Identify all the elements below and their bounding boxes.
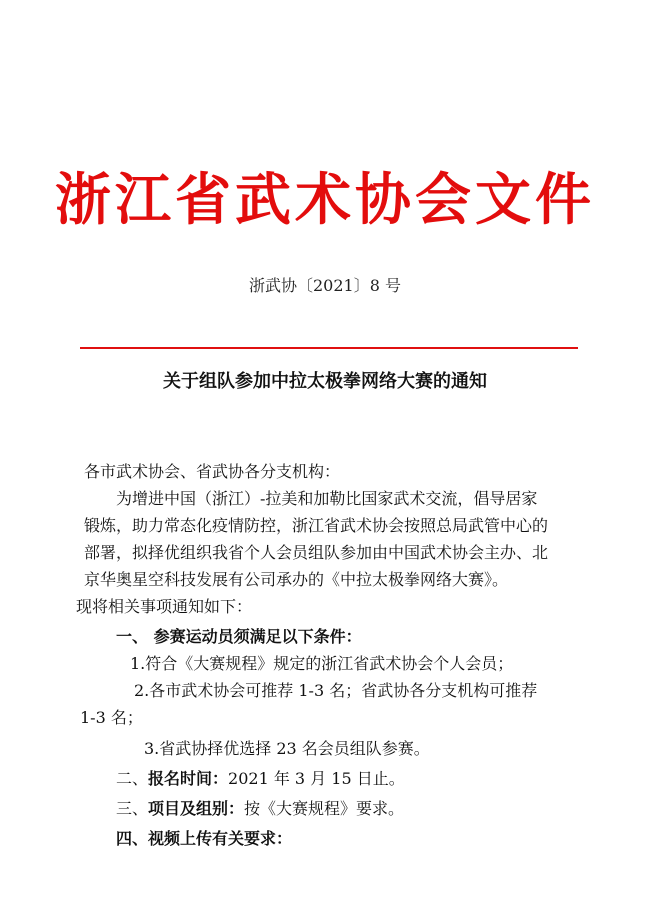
list-item-continuation: 1-3 名； <box>80 708 143 727</box>
section-4-heading: 四、视频上传有关要求： <box>116 829 293 848</box>
list-item: 3.省武协择优选择 23 名会员组队参赛。 <box>144 739 430 758</box>
section-3 <box>84 795 584 822</box>
red-divider <box>80 347 578 349</box>
section-1-heading: 一、 参赛运动员须满足以下条件： <box>116 627 362 646</box>
section-3-prefix: 三、 <box>116 799 149 818</box>
paragraph-line: 锻炼，助力常态化疫情防控，浙江省武术协会按照总局武管中心的 <box>84 516 549 535</box>
paragraph-line: 部署，拟择优组织我省个人会员组队参加由中国武术协会主办、北 <box>84 543 549 562</box>
section-3-value: 按《大赛规程》要求。 <box>244 799 405 818</box>
section-2-prefix: 二、 <box>116 769 149 788</box>
document-number: 浙武协〔2021〕8 号 <box>249 276 401 295</box>
paragraph-line: 为增进中国（浙江）-拉美和加勒比国家武术交流，倡导居家 <box>116 489 538 508</box>
paragraph-line: 京华奥星空科技发展有公司承办的《中拉太极拳网络大赛》。 <box>84 570 509 589</box>
list-item: 1.符合《大赛规程》规定的浙江省武术协会个人会员； <box>130 654 514 673</box>
notice-title: 关于组队参加中拉太极拳网络大赛的通知 <box>163 371 487 392</box>
section-2-label: 报名时间： <box>148 769 229 788</box>
list-item: 2.各市武术协会可推荐 1-3 名；省武协各分支机构可推荐 <box>134 681 538 700</box>
paragraph-line: 现将相关事项通知如下： <box>76 597 253 616</box>
document-header-title: 浙江省武术协会文件 <box>55 167 595 233</box>
salutation: 各市武术协会、省武协各分支机构： <box>84 462 341 481</box>
section-3-label: 项目及组别： <box>148 799 245 818</box>
section-2-value: 2021 年 3 月 15 日止。 <box>228 769 405 788</box>
document-body <box>76 458 584 852</box>
section-2 <box>84 765 584 792</box>
